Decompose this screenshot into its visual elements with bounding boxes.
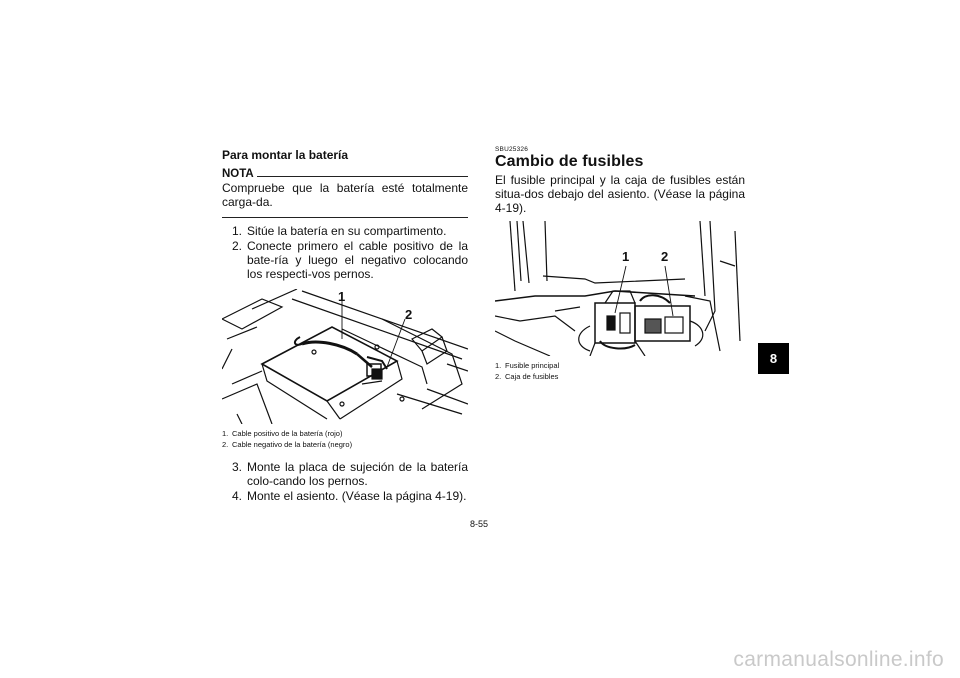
step-number: 2. — [231, 239, 242, 253]
step-text: Monte el asiento. (Véase la página 4-19). — [247, 489, 467, 503]
battery-mount-heading: Para montar la batería — [222, 148, 349, 162]
step-number: 1. — [231, 224, 242, 238]
step-number: 3. — [231, 460, 242, 474]
caption-item: 2. Cable negativo de la batería (negro) — [222, 440, 353, 449]
note-header — [222, 168, 468, 180]
note-text: Compruebe que la batería esté totalmente carga-da. — [222, 181, 468, 218]
figure-label-2: 2 — [661, 249, 669, 264]
step-text: Monte la placa de sujeción de la batería colo-cando los pernos. — [247, 460, 468, 488]
list-item — [222, 489, 468, 503]
step-number: 4. — [231, 489, 242, 503]
fuse-illustration — [495, 221, 743, 356]
reference-code: SBU25326 — [495, 146, 529, 153]
note-label: NOTA — [222, 168, 254, 180]
fuse-intro-text: El fusible principal y la caja de fusibles están situa-dos debajo del asiento. (Véase la página 4-19). — [495, 173, 745, 215]
step-text: Conecte primero el cable positivo de la bate-ría y luego el negativo colocando los respecti-vos pernos. — [247, 239, 468, 281]
list-item — [222, 460, 468, 488]
battery-figure-caption — [222, 428, 468, 450]
figure-label-2: 2 — [405, 307, 413, 322]
list-item — [222, 239, 468, 281]
right-column — [495, 146, 745, 382]
steps-list-1 — [222, 224, 468, 281]
list-item — [222, 224, 468, 238]
figure-label-1: 1 — [338, 289, 346, 304]
figure-label-1: 1 — [622, 249, 630, 264]
left-column — [222, 148, 468, 504]
watermark: carmanualsonline.info — [733, 648, 944, 671]
chapter-tab: 8 — [758, 343, 789, 374]
caption-item: 2. Caja de fusibles — [495, 372, 559, 381]
battery-figure — [222, 289, 468, 424]
section-title: Cambio de fusibles — [495, 153, 644, 170]
step-text: Sitúe la batería en su compartimento. — [247, 224, 447, 238]
steps-list-2 — [222, 460, 468, 503]
battery-illustration — [222, 289, 468, 424]
caption-item: 1. Fusible principal — [495, 361, 560, 370]
fuse-figure — [495, 221, 743, 356]
note-rule — [257, 176, 468, 177]
fuse-figure-caption — [495, 360, 745, 382]
page-number: 8-55 — [470, 519, 489, 529]
caption-item: 1. Cable positivo de la batería (rojo) — [222, 429, 343, 438]
